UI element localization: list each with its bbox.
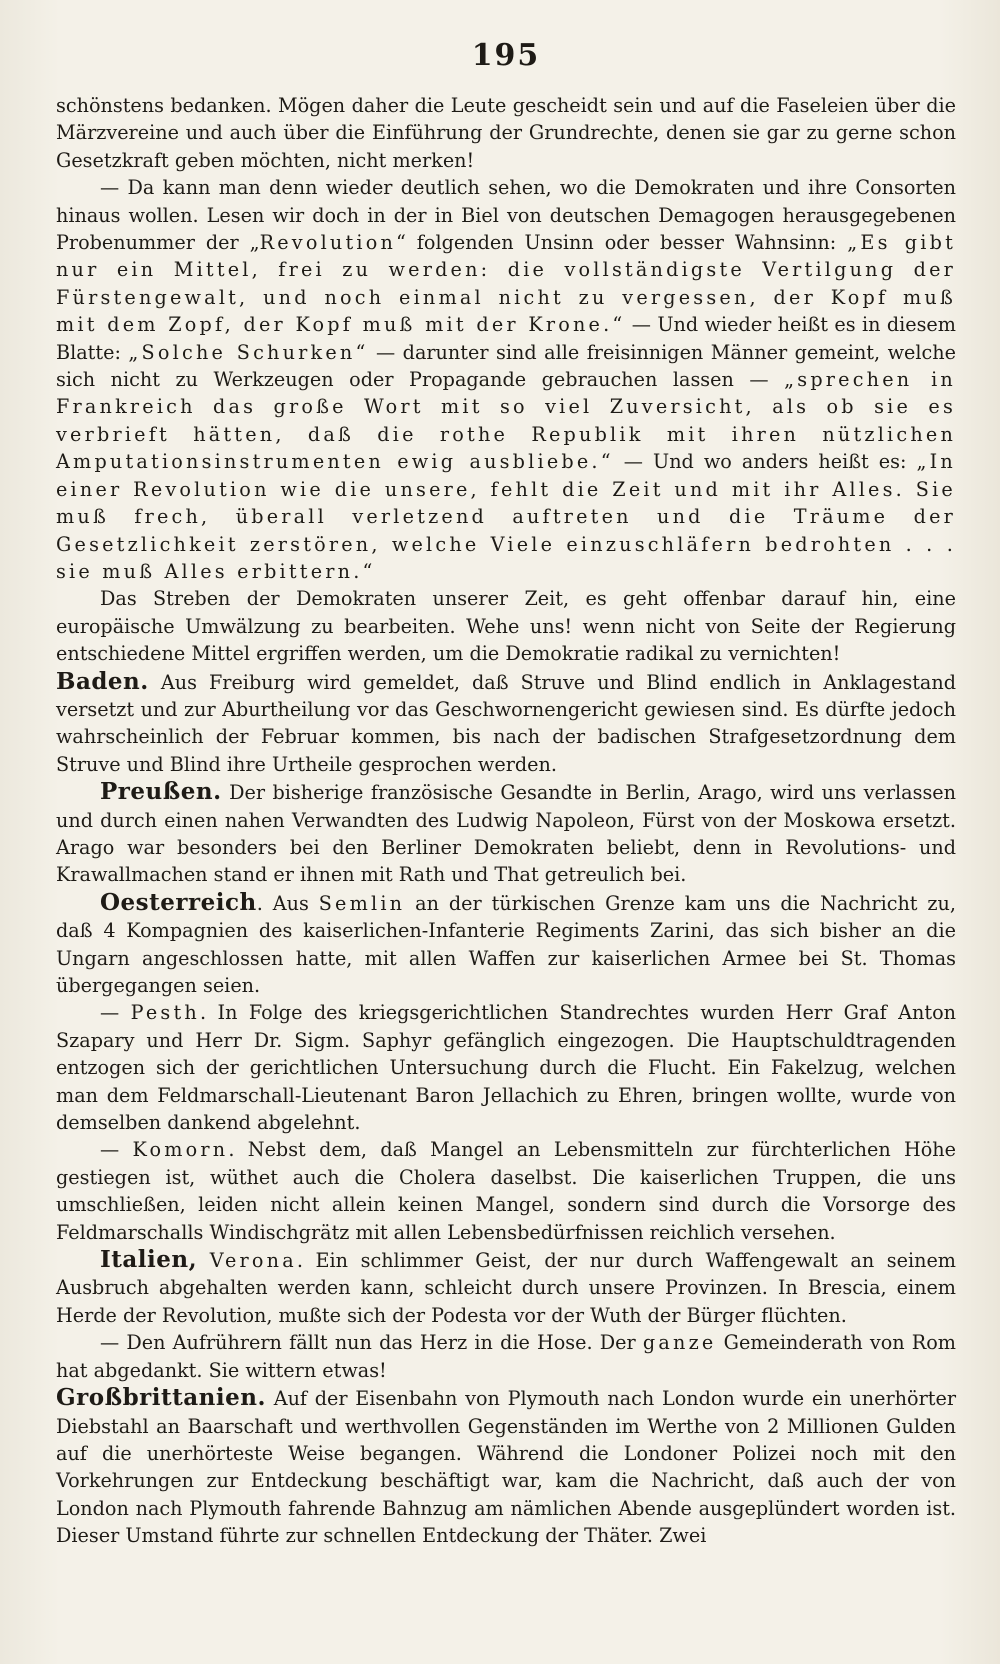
- section-heading: Oesterreich: [100, 888, 257, 916]
- paragraph-demokraten: [56, 174, 956, 585]
- paragraph-baden: [56, 668, 956, 779]
- spaced-emphasis: Komorn: [132, 1138, 229, 1162]
- paragraph-oesterreich: [56, 889, 956, 1000]
- spaced-emphasis: Revolution: [259, 231, 397, 255]
- spaced-emphasis: „Es gibt nur ein Mittel, frei zu werden: die vollständigste Vertilgung der Fürstengewalt, und noch einmal nicht zu vergessen, der Kopf muß mit dem Zopf, der Kopf muß mit der Krone.“: [56, 231, 956, 337]
- text-run: — Und wo anders heißt es:: [613, 450, 917, 474]
- paragraph-preussen: [56, 778, 956, 889]
- spaced-emphasis: Semlin: [318, 891, 406, 915]
- text-run: — Den Aufrührern fällt nun das Herz in die Hose. Der: [100, 1331, 643, 1355]
- text-run: Der bisherige französische Gesandte in Berlin, Arago, wird uns verlassen und durch einen nahen Verwandten des Ludwig Napoleon, Fürst von der Moskowa ersetzt. Arago war besonders bei den Berliner Demokraten beliebt, denn in Revolutions- und Krawallmachen stand er ihnen mit Rath und That getreulich bei.: [56, 781, 956, 887]
- text-run: —: [100, 1138, 133, 1162]
- text-run: [197, 1249, 210, 1272]
- text-run: — Da kann man denn wieder deutlich sehen, wo die Demokraten und ihre Consorten hinaus wollen. Lesen wir doch in der in Biel von deutschen Demagogen herausgegebenen Probenummer der „: [56, 176, 956, 255]
- paragraph-streben: [56, 585, 956, 667]
- section-heading: Italien,: [100, 1246, 198, 1274]
- paragraph-rom: [56, 1329, 956, 1384]
- paragraph-pesth: [56, 999, 956, 1136]
- section-heading: Großbrittanien.: [56, 1384, 266, 1412]
- text-run: —: [100, 1001, 131, 1025]
- text-run: Das Streben der Demokraten unserer Zeit, es geht offenbar darauf hin, eine europäische Umwälzung zu bearbeiten. Wehe uns! wenn nicht von Seite der Regierung entschiedene Mittel ergriffen werden, um die Demokratie radikal zu vernichten!: [56, 587, 956, 666]
- text-run: — darunter sind alle freisinnigen Männer gemeint, welche sich nicht zu Werkzeugen oder Propagande gebrauchen lassen —: [56, 340, 956, 392]
- text-run: Auf der Eisenbahn von Plymouth nach London wurde ein unerhörter Diebstahl an Baarschaft und werthvollen Gegenständen im Werthe von 2 Millionen Gulden auf die unerhörteste Weise begangen. Während die Londoner Polizei noch mit den Vorkehrungen zur Entdeckung beschäftigt war, kam die Nachricht, daß auch der von London nach Plymouth fahrende Bahnzug am nämlichen Abende ausgeplündert worden ist. Dieser Umstand führte zur schnellen Entdeckung der Thäter. Zwei: [56, 1387, 956, 1548]
- text-run: . In Folge des kriegsgerichtlichen Standrechtes wurden Herr Graf Anton Szapary und Herr Dr. Sigm. Saphyr gefänglich eingezogen. Die Hauptschuldtragenden entzogen sich der gerichtlichen Untersuchung durch die Flucht. Ein Fakelzug, welchen man dem Feldmarschall-Lieutenant Baron Jellachich zu Ehren, bringen wollte, wurde von demselben dankend abgelehnt.: [56, 1001, 956, 1135]
- section-heading: Preußen.: [100, 778, 222, 806]
- text-run: “ folgenden Unsinn oder besser Wahnsinn:: [396, 231, 848, 255]
- text-run: . Nebst dem, daß Mangel an Lebensmitteln zur fürchterlichen Höhe gestiegen ist, wüthet auch die Cholera daselbst. Die kaiserlichen Truppen, die uns umschließen, leiden nicht allein keinen Mangel, sondern sind durch die Vorsorge des Feldmarschalls Windischgrätz mit allen Lebensbedürfnissen reichlich versehen.: [56, 1138, 957, 1244]
- article-text: [56, 92, 956, 1550]
- text-run: . Aus: [256, 891, 319, 915]
- text-run: Aus Freiburg wird gemeldet, daß Struve und Blind endlich in Anklagestand versetzt und zur Aburtheilung vor das Geschwornengericht gewiesen sind. Es dürfte jedoch wahrscheinlich der Februar kommen, bis nach der badischen Strafgesetzordnung dem Struve und Blind ihre Urtheile gesprochen werden.: [56, 670, 956, 776]
- paragraph-italien: [56, 1246, 956, 1329]
- spaced-emphasis: ganze: [642, 1331, 717, 1355]
- spaced-emphasis: Verona: [209, 1249, 297, 1273]
- text-run: schönstens bedanken. Mögen daher die Leute gescheidt sein und auf die Faseleien über die Märzvereine und auch über die Einführung der Grundrechte, denen sie gar zu gerne schon Gesetzkraft geben möchten, nicht merken!: [56, 94, 956, 172]
- page-number: 195: [471, 38, 541, 73]
- text-run: — Und wieder heißt es in diesem Blatte:: [56, 313, 956, 364]
- text-run: Gemeinderath von Rom hat abgedankt. Sie wittern etwas!: [56, 1331, 956, 1382]
- spaced-emphasis: Pesth: [130, 1001, 200, 1025]
- spaced-emphasis: „sprechen in Frankreich das große Wort mit so viel Zuversicht, als ob sie es verbrieft hätten, daß die rothe Republik mit ihren nützlichen Amputationsinstrumenten ewig ausbliebe.“: [56, 368, 956, 474]
- paragraph-grossbrittanien: [56, 1384, 956, 1549]
- paragraph-intro: [56, 92, 956, 174]
- spaced-emphasis: „In einer Revolution wie die unsere, fehlt die Zeit und mit ihr Alles. Sie muß frech, überall verletzend auftreten und die Träume der Gesetzlichkeit zerstören, welche Viele einzuschläfern bedrohten . . . sie muß Alles erbittern.“: [56, 450, 956, 583]
- text-run: an der türkischen Grenze kam uns die Nachricht zu, daß 4 Kompagnien des kaiserlichen-Infanterie Regiments Zarini, das sich bisher an die Ungarn angeschlossen hatte, mit allen Waffen zur kaiserlichen Armee bei St. Thomas übergegangen seien.: [56, 891, 956, 997]
- section-heading: Baden.: [56, 667, 149, 695]
- paragraph-komorn: [56, 1136, 956, 1246]
- text-run: . Ein schlimmer Geist, der nur durch Waffengewalt an seinem Ausbruch abgehalten werden kann, schleicht durch unsere Provinzen. In Brescia, einem Herde der Revolution, mußte sich der Podesta vor der Wuth der Bürger flüchten.: [56, 1249, 956, 1327]
- spaced-emphasis: „Solche Schurken“: [128, 340, 369, 364]
